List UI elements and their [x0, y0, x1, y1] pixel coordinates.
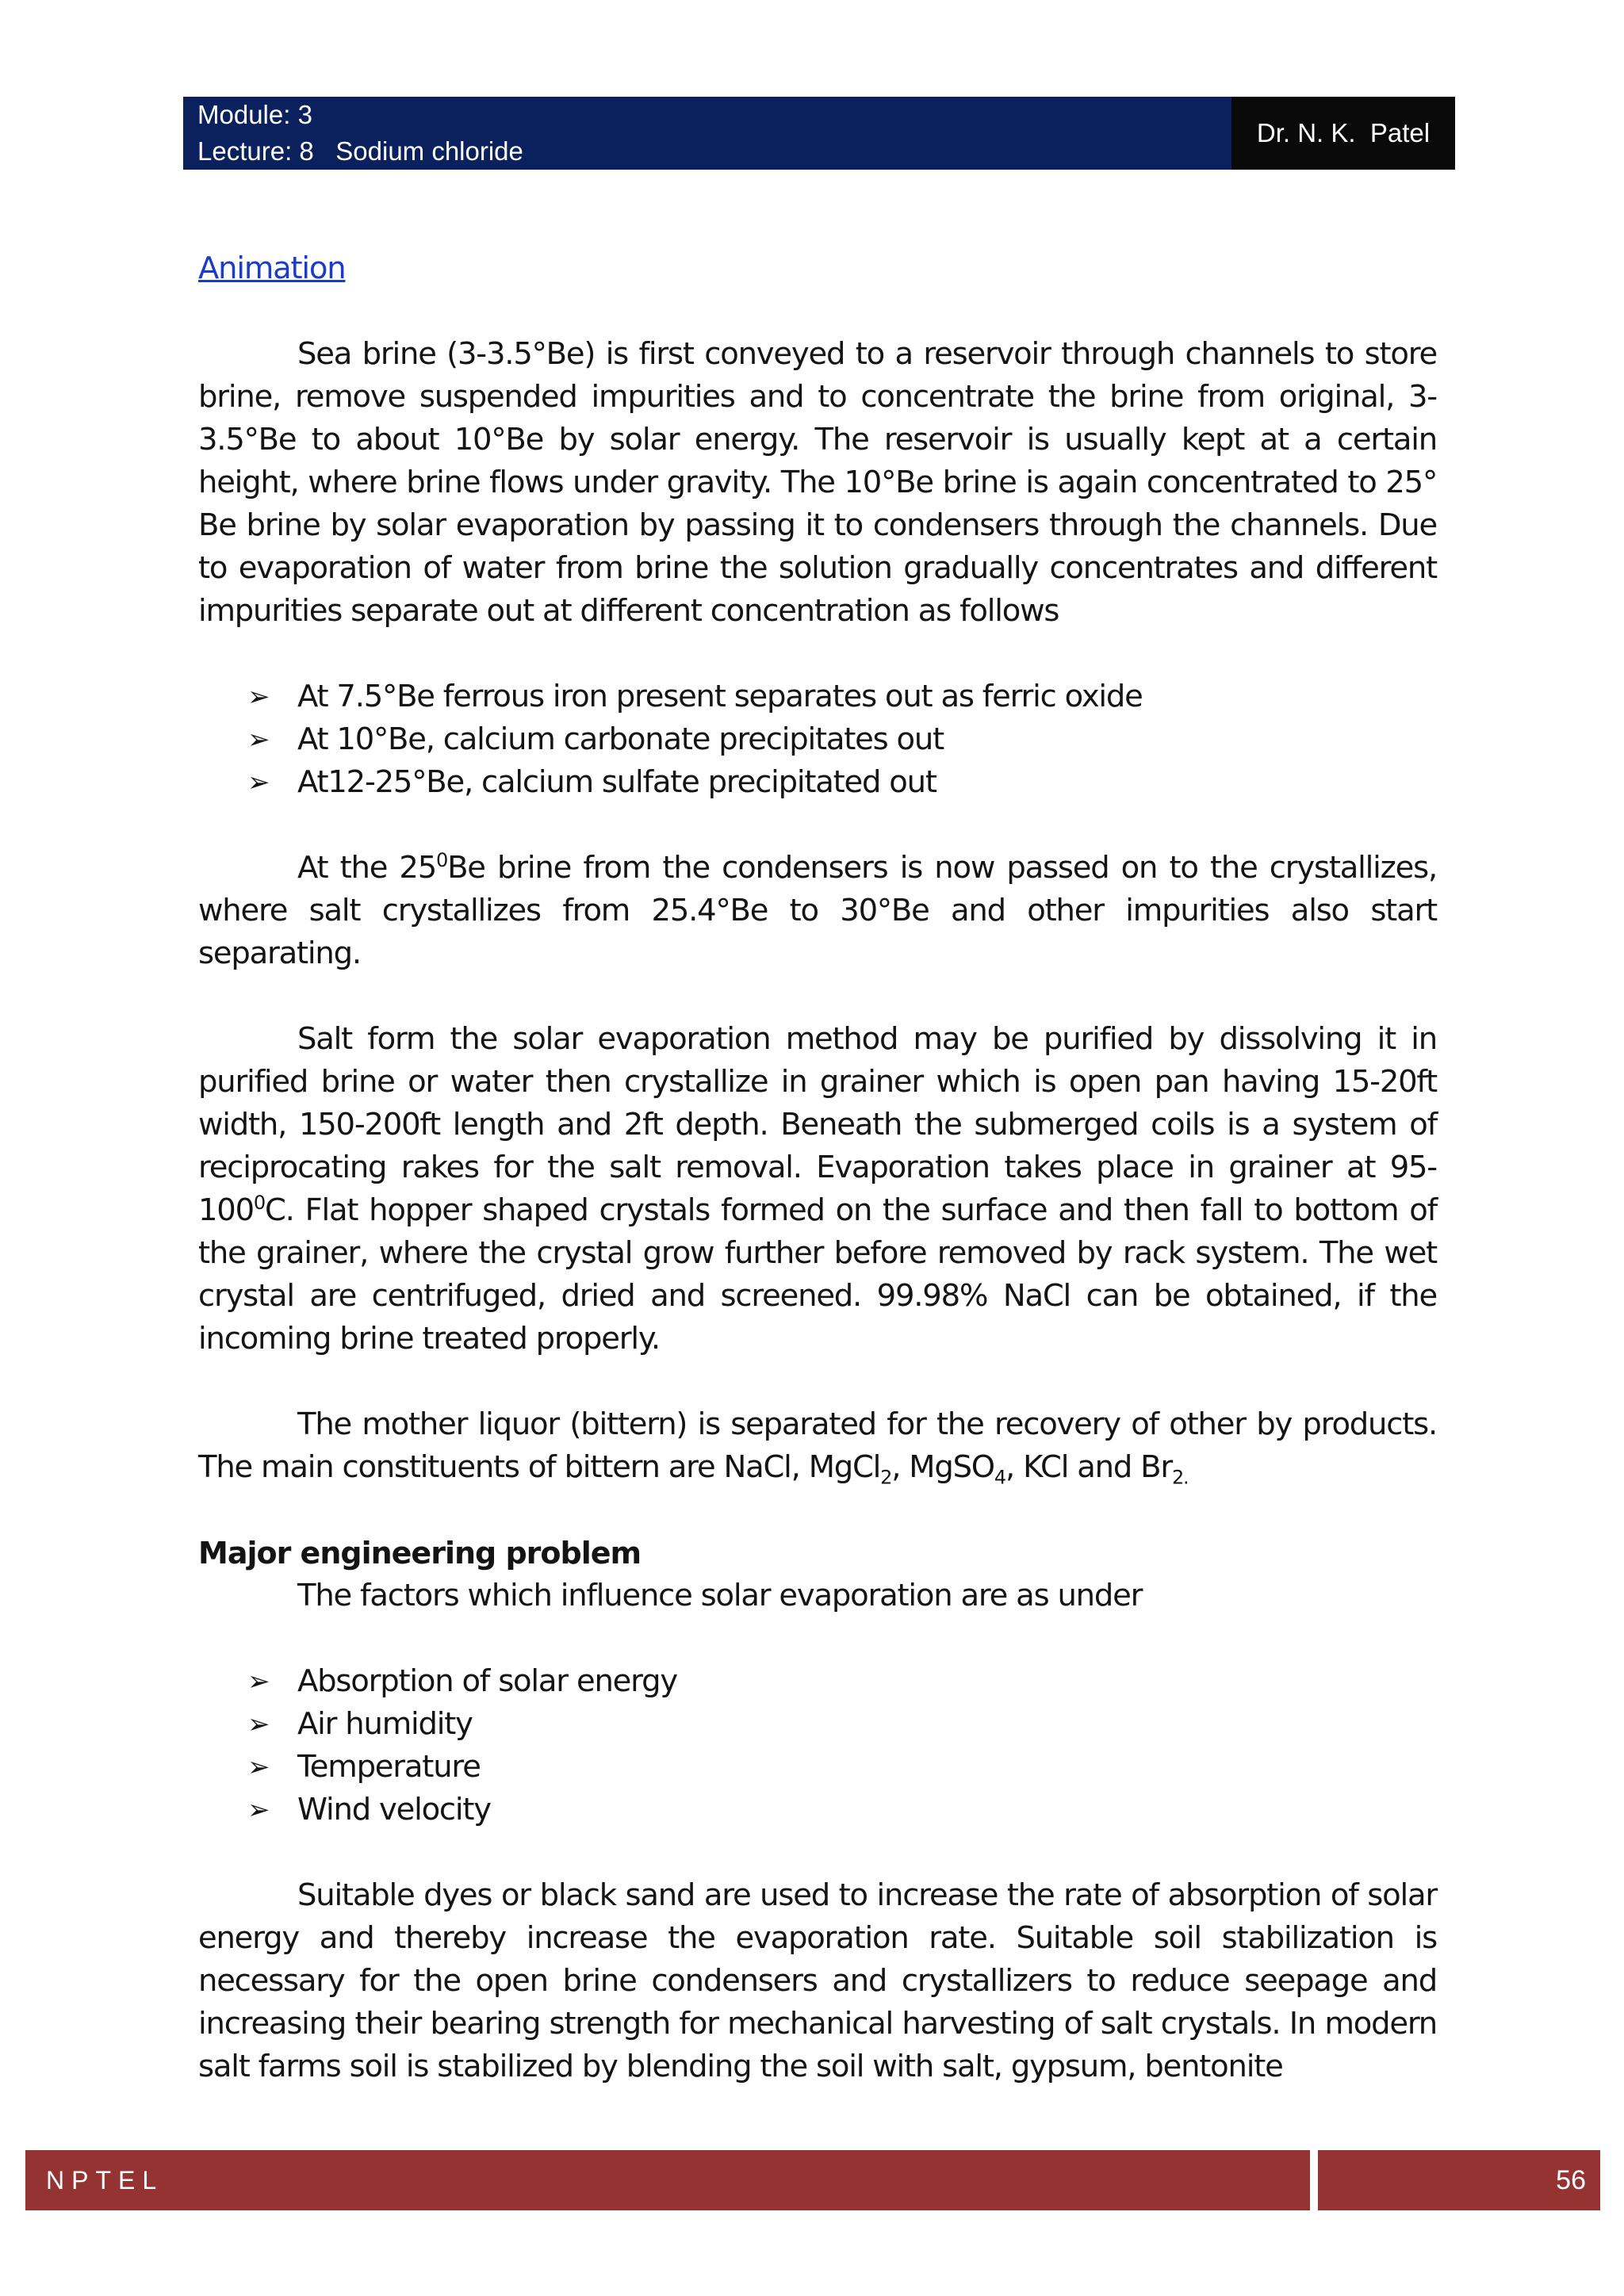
list-item: ➢ At 10°Be, calcium carbonate precipitates out: [198, 718, 1437, 761]
factors-list: [198, 1660, 1437, 1831]
header-module-bar: [183, 97, 1238, 170]
arrow-bullet-icon: ➢: [247, 1751, 270, 1783]
list-item: ➢ Absorption of solar energy: [198, 1660, 1437, 1703]
author-box: [1231, 97, 1455, 170]
paragraph-sea-brine: Sea brine (3-3.5°Be) is first conveyed to a reservoir through channels to store brine, remove suspended impurities and to concentrate the brine from original, 3-3.5°Be to about 10°Be by solar energy. The reservoir is usually kept at a certain height, where brine flows under gravity. The 10°Be brine is again concentrated to 25° Be brine by solar evaporation by passing it to condensers through the channels. Due to evaporation of water from brine the solution gradually concentrates and different impurities separate out at different concentration as follows: [198, 336, 1437, 629]
arrow-bullet-icon: ➢: [247, 1666, 270, 1697]
arrow-bullet-icon: ➢: [247, 1709, 270, 1740]
footer-page-box: [1318, 2150, 1600, 2210]
animation-link[interactable]: Animation: [198, 251, 346, 286]
author-name: Dr. N. K. Patel: [1256, 118, 1431, 147]
arrow-bullet-icon: ➢: [247, 681, 270, 713]
section-heading: Major engineering problem: [198, 1536, 642, 1571]
list-item: ➢ At 7.5°Be ferrous iron present separates out as ferric oxide: [198, 675, 1437, 718]
paragraph-purification: Salt form the solar evaporation method may be purified by dissolving it in purified brine or water then crystallize in grainer which is open pan having 15-20ft width, 150-200ft length and 2ft depth. Beneath the submerged coils is a system of reciprocating rakes for the salt removal. Evaporation takes place in grainer at $95-100^0C$. Flat hopper shaped crystals formed on the surface and then fall to bottom of the grainer, where the crystal grow further before removed by rack system. The wet crystal are centrifuged, dried and screened. 99.98% NaCl can be obtained, if the incoming brine treated properly.: [198, 1021, 1437, 1357]
arrow-bullet-icon: ➢: [247, 1794, 270, 1826]
lecture-label: Lecture: 8 Sodium chloride: [197, 136, 523, 166]
list-item: ➢ Wind velocity: [198, 1789, 1437, 1831]
page-body: [198, 247, 1437, 2131]
list-item: ➢ At12-25°Be, calcium sulfate precipitated out: [198, 761, 1437, 804]
module-label: Module: 3: [197, 100, 312, 129]
arrow-bullet-icon: ➢: [247, 767, 270, 798]
paragraph-bittern: The mother liquor (bittern) is separated for the recovery of other by products. The main constituents of bittern are NaCl, MgCl$_2$, MgSO$_4$, KCl and $Br_{2.}$: [198, 1406, 1437, 1489]
impurity-list: [198, 675, 1437, 804]
list-item: ➢ Temperature: [198, 1746, 1437, 1789]
arrow-bullet-icon: ➢: [247, 724, 270, 756]
list-item: ➢ Air humidity: [198, 1703, 1437, 1746]
paragraph-dyes: Suitable dyes or black sand are used to increase the rate of absorption of solar energy and thereby increase the evaporation rate. Suitable soil stabilization is necessary for the open brine condensers and crystallizers to reduce seepage and increasing their bearing strength for mechanical harvesting of salt crystals. In modern salt farms soil is stabilized by blending the soil with salt, gypsum, bentonite: [198, 1877, 1437, 2084]
factors-intro: The factors which influence solar evaporation are as under: [297, 1578, 1143, 1613]
footer-org: NPTEL: [46, 2165, 164, 2195]
page-number: 56: [1556, 2164, 1586, 2195]
paragraph-crystallizes: At the $25^0Be$ brine from the condensers is now passed on to the crystallizes, where salt crystallizes from 25.4°Be to 30°Be and other impurities also start separating.: [198, 849, 1437, 971]
footer-org-bar: [25, 2150, 1310, 2210]
